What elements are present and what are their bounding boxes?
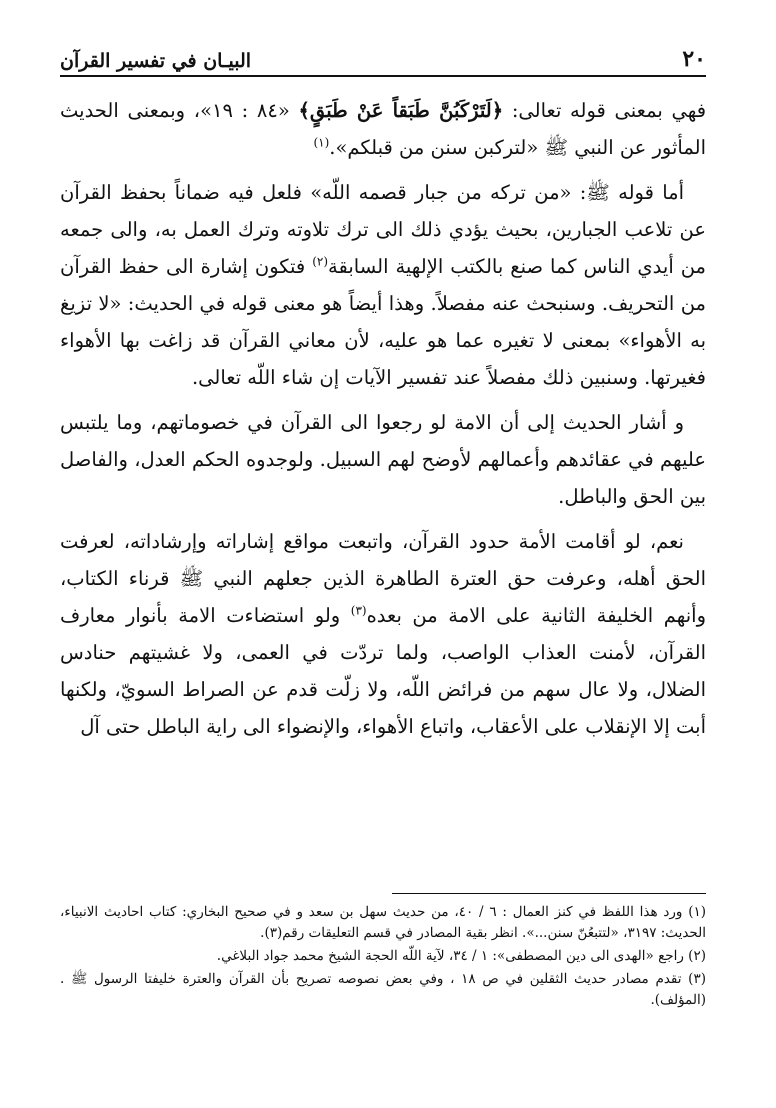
page-header — [60, 42, 706, 72]
paragraph-2 — [60, 174, 706, 396]
footnote-divider — [392, 893, 706, 894]
paragraph-4 — [60, 523, 706, 745]
quran-verse: ﴿لَتَرْكَبُنَّ طَبَقاً عَنْ طَبَقٍ﴾ — [298, 99, 504, 122]
paragraph-2-text-b: فتكون إشارة الى حفظ القرآن من التحريف. وسنبحث عنه مفصلاً. وهذا أيضاً هو معنى قوله في الحديث: «لا تزيغ به الأهواء» بمعنى لا تغيره عما هو عليه، لأن معاني القرآن قد زاغت بها الأهواء فغيرتها. وسنبين ذلك مفصلاً عند تفسير الآيات إن شاء اللّه تعالى. — [60, 255, 706, 389]
paragraph-4-text-a: نعم، لو أقامت الأمة حدود القرآن، واتبعت مواقع إشاراته وإرشاداته، لعرفت الحق أهله، وعرفت حق العترة الطاهرة الذين جعلهم النبي ﷺ قرناء الكتاب، وأنهم الخليفة الثانية على الامة من بعده — [60, 530, 706, 627]
header-divider — [60, 75, 706, 77]
page-number: ٢٠ — [682, 46, 706, 72]
main-text — [60, 92, 706, 753]
footnote-2: (٢) راجع «الهدى الى دين المصطفى»: ١ / ٣٤، لآية اللّه الحجة الشيخ محمد جواد البلاغي. — [216, 948, 706, 964]
book-title: البيـان في تفسير القرآن — [60, 50, 252, 72]
footnotes — [60, 902, 706, 1013]
paragraph-1-text-b: «٨٤ : ١٩»، وبمعنى الحديث المأثور عن النبي ﷺ «لتركبن سنن من قبلكم». — [60, 99, 706, 159]
footnote-3: (٣) تقدم مصادر حديث الثقلين في ص ١٨ ، وفي بعض نصوصه تصريح بأن القرآن والعترة خليفتا الرسول ﷺ . (المؤلف). — [60, 971, 706, 1008]
footnote-ref-3[interactable]: (٣) — [350, 603, 367, 618]
paragraph-4-text-b: ولو استضاءت الامة بأنوار معارف القرآن، لأمنت العذاب الواصب، ولما تردّت في العمى، ولا غشيتهم حنادس الضلال، ولا عال سهم من فرائض اللّه، ولا زلّت قدم عن الصراط السويّ، ولكنها أبت إلا الإنقلاب على الأعقاب، واتباع الأهواء، والإنضواء الى راية الباطل حتى آل — [60, 604, 706, 738]
paragraph-3: و أشار الحديث إلى أن الامة لو رجعوا الى القرآن في خصوماتهم، وما يلتبس عليهم في عقائدهم وأعمالهم لأوضح لهم السبيل. ولوجدوه الحكم العدل، والفاصل بين الحق والباطل. — [60, 411, 706, 508]
footnote-ref-1[interactable]: (١) — [313, 135, 330, 150]
paragraph-2-text-a: أما قوله ﷺ: «من تركه من جبار قصمه اللّه» فلعل فيه ضماناً بحفظ القرآن عن تلاعب الجبارين، بحيث يؤدي ذلك الى ترك تلاوته وترك العمل به، والى جمعه من أيدي الناس كما صنع بالكتب الإلهية السابقة — [60, 181, 706, 278]
paragraph-1 — [60, 92, 706, 166]
footnote-ref-2[interactable]: (٢) — [312, 254, 329, 269]
footnote-1: (١) ورد هذا اللفظ في كنز العمال : ٦ / ٤٠، من حديث سهل بن سعد و في صحيح البخاري: كتاب احاديث الانبياء، الحديث: ٣١٩٧، «لتتبعُنّ سنن...». انظر بقية المصادر في قسم التعليقات رقم(٣). — [60, 904, 707, 941]
paragraph-1-text-a: فهي بمعنى قوله تعالى: — [503, 99, 707, 122]
